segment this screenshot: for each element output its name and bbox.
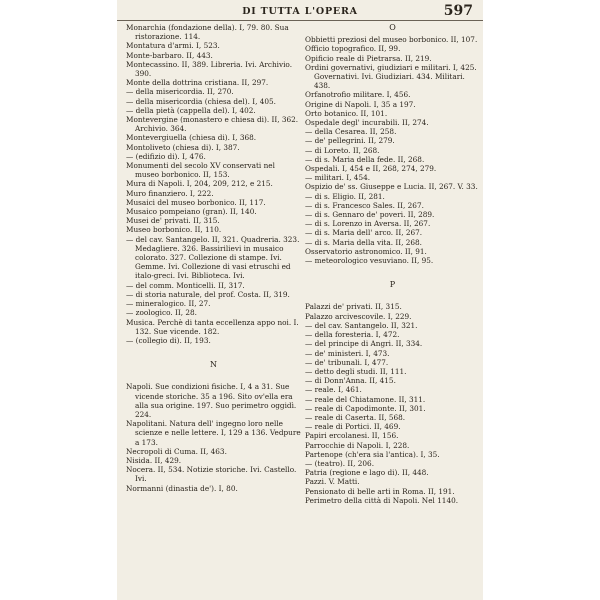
running-header <box>117 4 483 21</box>
index-entry: Orfanotrofio militare. I, 456. <box>305 90 411 100</box>
index-entry: Monarchia (fondazione della). I, 79. 80. Sua ristorazione. 114. <box>126 23 289 42</box>
index-entry: Ordini governativi, giudiziari e militari. I, 425. Governativi. Ivi. Giudiziari. 434. Militari. 438. <box>305 62 477 91</box>
index-entry: Pensionato di belle arti in Roma. II, 191. <box>305 486 455 496</box>
index-entry: Partenope (ch'era sia l'antica). I, 35. <box>305 449 440 459</box>
index-entry: — reale di Capodimonte. II, 301. <box>305 403 426 413</box>
index-entry: — zoologico. II, 28. <box>126 308 197 318</box>
index-entry: — della misericordia (chiesa del). I, 405. <box>126 96 276 106</box>
index-entry: Musica. Perchè di tanta eccellenza appo noi. I. 132. Sue vicende. 182. <box>126 317 299 336</box>
index-entry: — di s. Eligio. II, 281. <box>305 191 385 201</box>
page-number: 597 <box>443 3 473 19</box>
book-page <box>117 0 483 600</box>
index-entry: — mineralogico. II, 27. <box>126 299 211 309</box>
index-entry: Osservatorio astronomico. II, 91. <box>305 246 427 256</box>
index-entry: Parrocchie di Napoli. I, 228. <box>305 440 410 450</box>
index-entry: — di storia naturale, del prof. Costa. II, 319. <box>126 289 290 299</box>
index-entry: Ospedale degl' incurabili. II, 274. <box>305 118 429 128</box>
index-entry: Montecassino. II, 389. Libreria. Ivi. Archivio. 390. <box>126 59 293 79</box>
index-entry: Monumenti del secolo XV conservati nel museo borbonico. II, 153. <box>126 161 275 180</box>
index-entry: — reale del Chiatamone. II, 311. <box>305 394 426 404</box>
running-title: DI TUTTA L'OPERA <box>242 6 358 17</box>
index-entry: — di Donn'Anna. II, 415. <box>305 376 396 386</box>
index-entry: — della misericordia. II, 270. <box>126 87 234 97</box>
index-entry: — meteorologico vesuviano. II, 95. <box>305 256 434 266</box>
index-entry: Montoliveto (chiesa di). I, 387. <box>126 142 240 152</box>
index-entry: Museo borbonico. II, 110. <box>126 225 222 235</box>
index-entry: — di s. Maria dell' arco. II, 267. <box>305 228 423 238</box>
index-entry: — del comm. Monticelli. II, 317. <box>126 280 245 290</box>
index-entry: Monte-barbaro. II, 443. <box>126 50 213 60</box>
index-entry: — di Loreto. II, 268. <box>305 145 380 155</box>
index-entry: Mura di Napoli. I, 204, 209, 212, e 215. <box>126 179 273 189</box>
index-entry: Orto botanico. II, 101. <box>305 108 388 118</box>
index-column-left <box>126 23 301 493</box>
section-letter-n: N <box>210 360 217 370</box>
index-entry: Palazzo arcivescovile. I, 229. <box>305 311 412 321</box>
index-entry: — reale di Caserta. II, 568. <box>305 412 406 422</box>
index-entry: Necropoli di Cuma. II, 463. <box>126 446 227 456</box>
index-entry: Musei de' privati. II, 315. <box>126 216 220 226</box>
index-entry: Papiri ercolanesi. II, 156. <box>305 431 399 441</box>
index-group-p <box>305 302 480 504</box>
index-entry: Napolitani. Natura dell' ingegno loro nelle scienze e nelle lettere. I, 129 a 136. Vedpure a 173. <box>126 419 301 447</box>
index-entry: — de' pellegrini. II, 279. <box>305 136 395 146</box>
index-entry: Normanni (dinastia de'). I, 80. <box>126 483 238 493</box>
index-entry: Musaico pompeiano (gran). II, 140. <box>126 207 257 217</box>
index-entry: — del cav. Santangelo. II, 321. <box>305 320 418 330</box>
index-entry: Monte della dottrina cristiana. II, 297. <box>126 78 269 88</box>
index-entry: — della pietà (cappella del). I, 402. <box>126 105 256 115</box>
index-entry: Montevergine (monastero e chiesa di). II, 362. Archivio. 364. <box>126 115 299 134</box>
index-entry: — (teatro). II, 206. <box>305 458 375 468</box>
index-entry: Pazzi. V. Matti. <box>305 477 360 487</box>
index-entry: — reale di Portici. II, 469. <box>305 422 401 432</box>
index-entry: — (edifizio di). I, 476. <box>126 151 206 161</box>
index-entry: Nisida. II, 429. <box>126 455 182 465</box>
index-entry: Patria (regione e lago di). II, 448. <box>305 468 429 478</box>
index-entry: — (collegio di). II, 193. <box>126 335 211 345</box>
index-entry: — di s. Maria della fede. II, 268. <box>305 154 425 164</box>
index-entry: Nocera. II, 534. Notizie storiche. Ivi. Castello. Ivi. <box>126 465 297 484</box>
index-entry: Opificio reale di Pietrarsa. II, 219. <box>305 53 432 63</box>
index-entry: — de' ministeri. I, 473. <box>305 348 390 358</box>
index-entry: Ospizio de' ss. Giuseppe e Lucia. II, 267. V. 33. <box>305 182 478 192</box>
index-entry: — di s. Lorenzo in Aversa. II, 267. <box>305 219 431 229</box>
index-entry: Montevergiuella (chiesa di). I, 368. <box>126 133 257 143</box>
index-entry: Obbietti preziosi del museo borbonico. II, 107. <box>305 35 478 45</box>
index-entry: Musaici del museo borbonico. II, 117. <box>126 197 266 207</box>
index-entry: — di s. Francesco Sales. II, 267. <box>305 200 424 210</box>
index-entry: Montatura d'armi. I, 523. <box>126 41 220 51</box>
index-entry: — di s. Gennaro de' poveri. II, 289. <box>305 210 435 220</box>
index-entry: — della foresteria. I, 472. <box>305 330 400 340</box>
index-entry: Ospedali. I, 454 e II, 268, 274, 279. <box>305 164 437 174</box>
index-entry: Officio topografico. II, 99. <box>305 44 401 54</box>
index-entry: Origine di Napoli. I, 35 a 197. <box>305 99 416 109</box>
index-group-m <box>126 23 301 345</box>
section-letter-p: P <box>389 280 396 290</box>
index-entry: Napoli. Sue condizioni fisiche. I, 4 a 31. Sue vicende storiche. 35 a 196. Sito ov'ella era alla sua origine. 197. Suo perimetro oggidì. 224. <box>126 382 297 419</box>
index-entry: — detto degli studi. II, 111. <box>305 366 407 376</box>
index-entry: Muro finanziero. I, 222. <box>126 188 214 198</box>
index-entry: — del principe di Angri. II, 334. <box>305 339 423 349</box>
section-letter-o: O <box>389 23 396 32</box>
index-entry: — della Cesarea. II, 258. <box>305 127 397 137</box>
index-entry: — del cav. Santangelo. II, 321. Quadreria. 323. Medagliere. 326. Bassirilievi in musaico colorato. 327. Collezione di stampe. Ivi. Gemme. Ivi. Collezione di vasi etruschi ed italo-greci. Ivi. Biblioteca. Ivi. <box>126 234 300 281</box>
index-column-right <box>305 23 480 505</box>
index-entry: — de' tribunali. I, 477. <box>305 357 389 367</box>
index-entry: Palazzi de' privati. II, 315. <box>305 302 402 312</box>
index-group-o <box>305 35 480 265</box>
index-entry: — reale. I, 461. <box>305 385 362 395</box>
index-entry: Perimetro della città di Napoli. Nel 1140. <box>305 495 459 505</box>
index-group-n <box>126 382 301 492</box>
index-entry: — militari. I, 454. <box>305 173 371 183</box>
index-entry: — di s. Maria della vita. II, 268. <box>305 237 422 247</box>
